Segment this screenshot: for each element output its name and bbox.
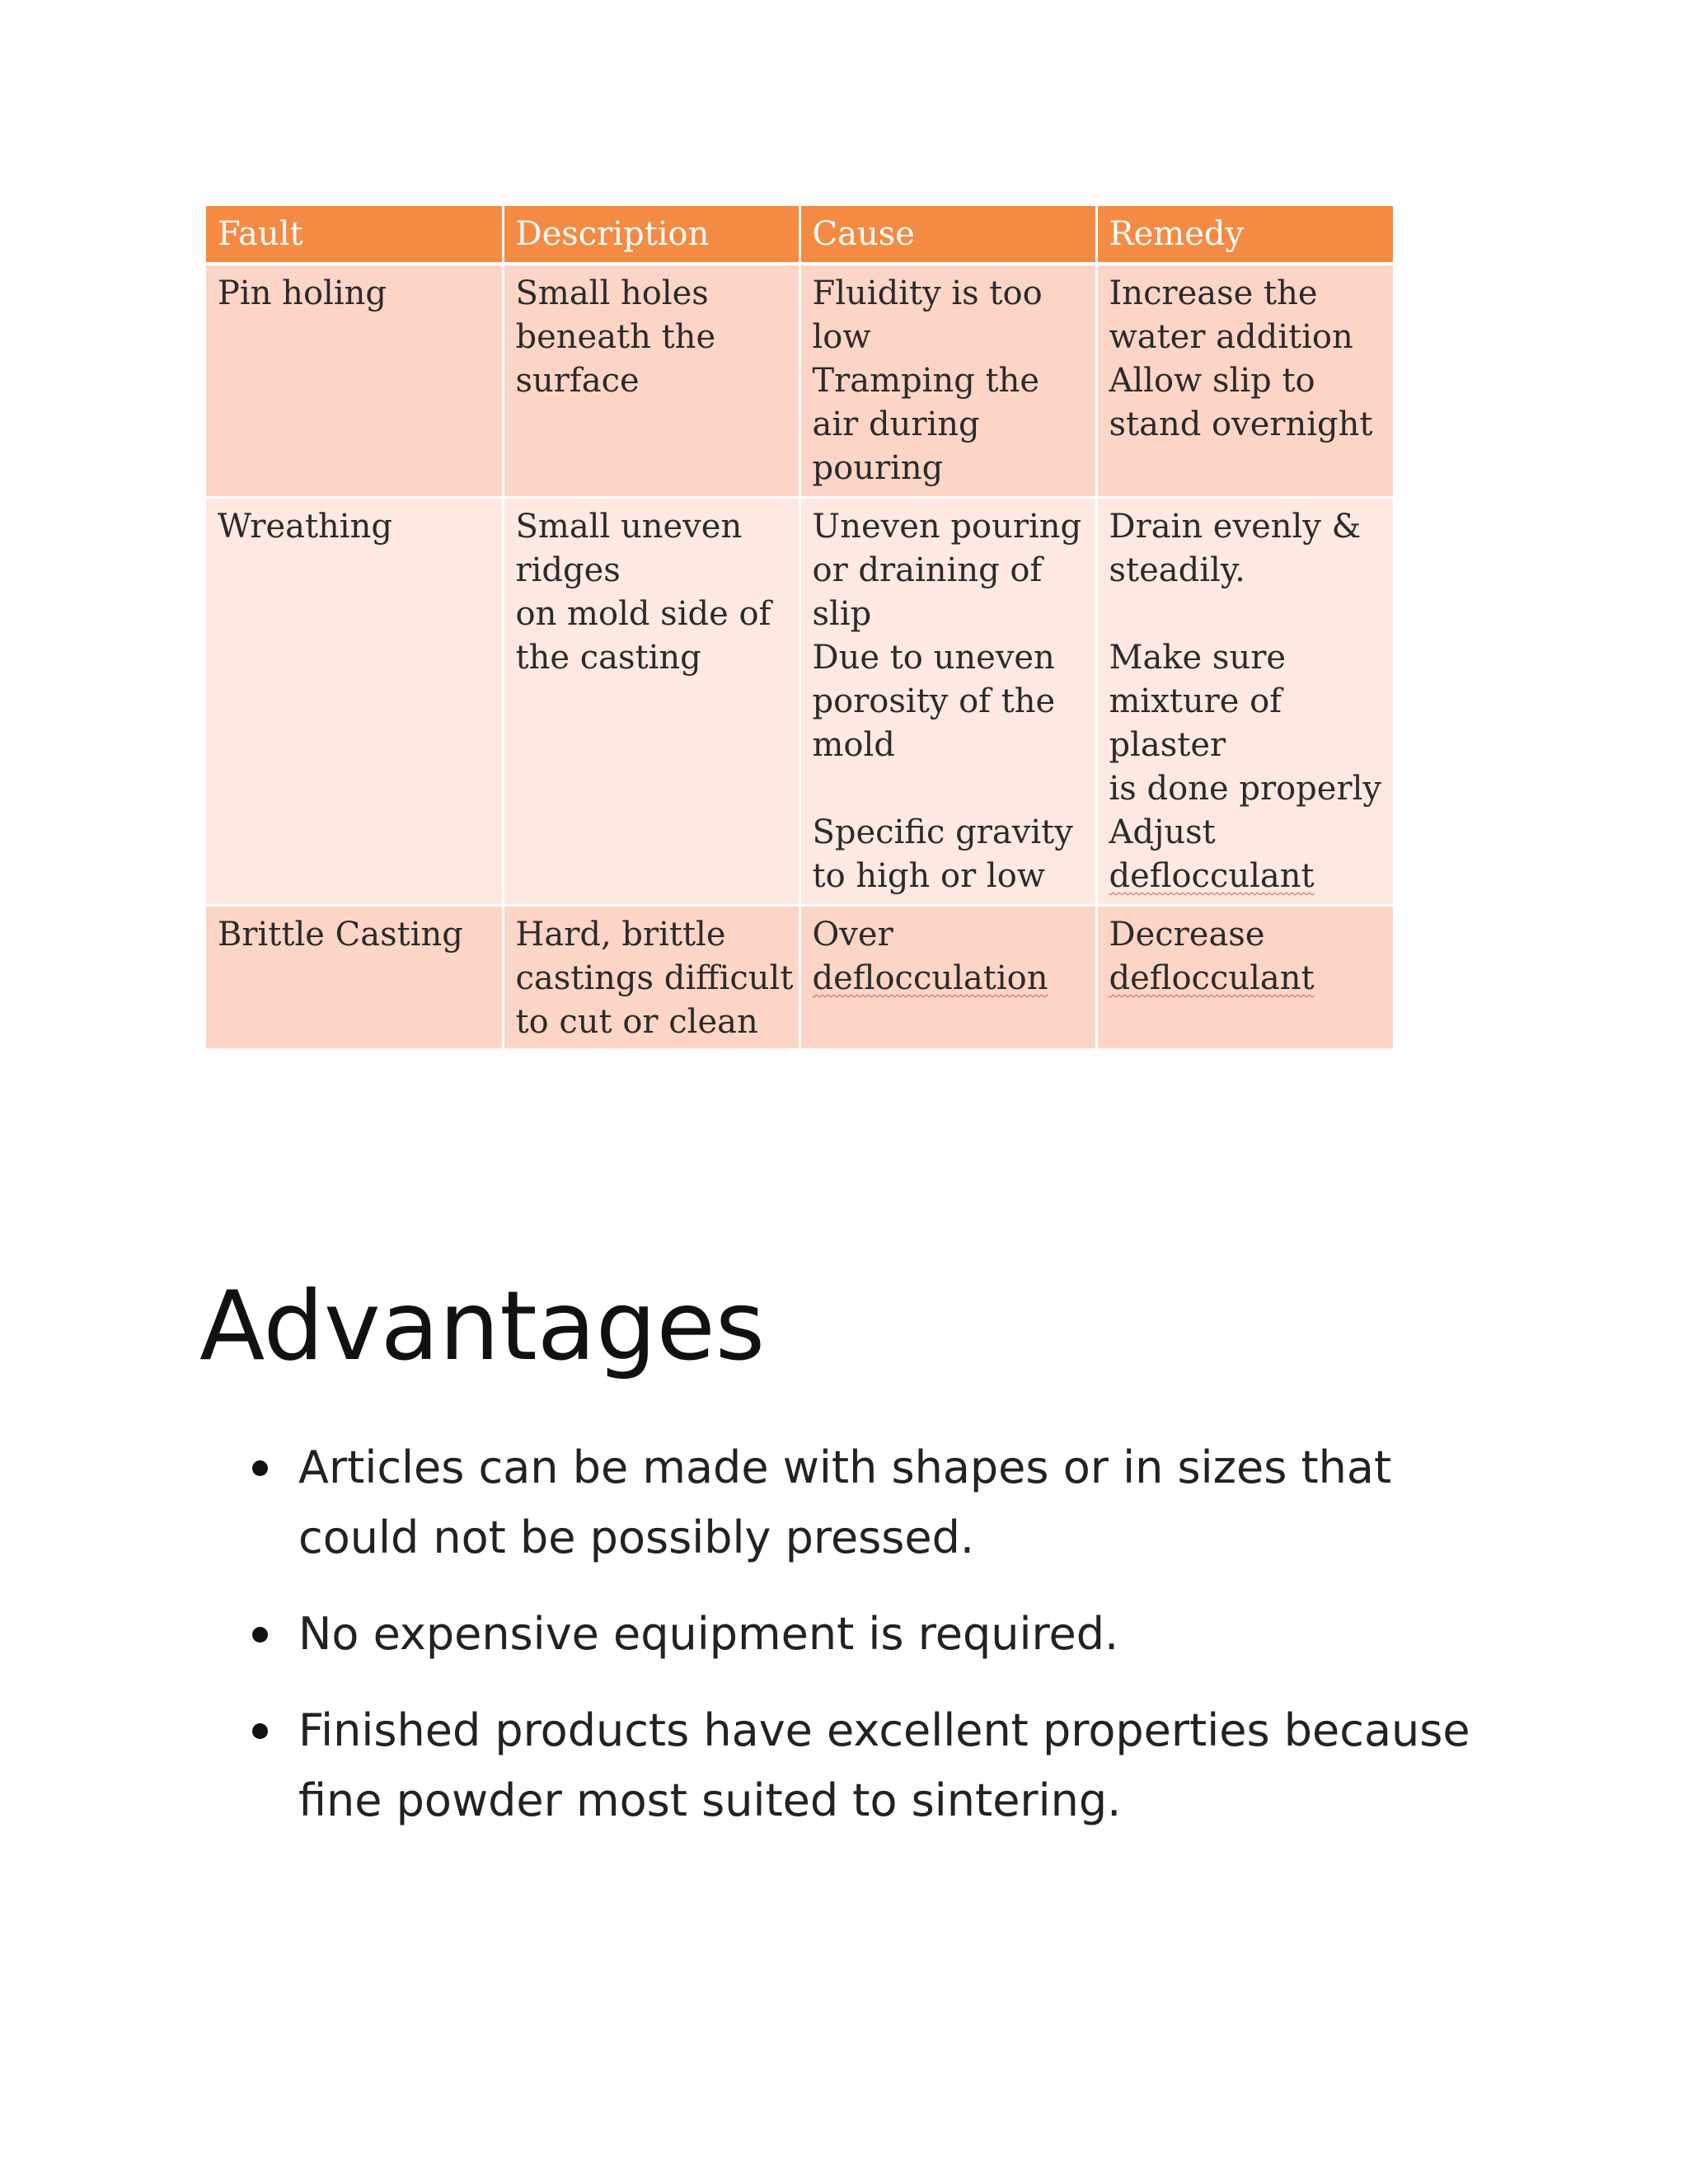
cell-line: Allow slip to: [1109, 362, 1315, 400]
cell-line-spellcheck: deflocculant: [1109, 959, 1315, 997]
cell-line: pouring: [812, 449, 944, 487]
cell-line: Small holes: [515, 274, 709, 312]
cell-line: Fluidity is too: [812, 274, 1043, 312]
cell-line: air during: [812, 405, 980, 443]
cell-line: ridges: [515, 551, 621, 589]
fault-cell: [206, 264, 503, 498]
cell-line: Pin holing: [218, 274, 387, 312]
cell-line: plaster: [1109, 726, 1226, 764]
cell-line: on mold side of: [515, 595, 771, 633]
cell-line: steadily.: [1109, 551, 1245, 589]
list-item-text: Finished products have excellent properties because fine powder most suited to sintering.: [298, 1704, 1470, 1826]
cell-line: slip: [812, 595, 872, 633]
cell-line-spellcheck: deflocculation: [812, 959, 1048, 997]
cell-line: mold: [812, 726, 895, 764]
description-cell: [503, 264, 799, 498]
table-header-row: [206, 206, 1393, 264]
faults-table: [206, 206, 1393, 1048]
cell-line: beneath the: [515, 318, 716, 356]
line-gap: [813, 767, 1084, 811]
cell-line: Tramping the: [812, 362, 1040, 400]
header-description: Description: [503, 206, 799, 264]
cell-line: porosity of the: [812, 682, 1056, 720]
header-fault: Fault: [206, 206, 503, 264]
cell-line: to high or low: [812, 857, 1046, 895]
table-row: [206, 264, 1393, 498]
cell-line: is done properly: [1109, 770, 1381, 808]
cell-line: Make sure: [1109, 639, 1287, 677]
list-item: [247, 1695, 1517, 1835]
fault-cell: [206, 906, 503, 1049]
cause-cell: [799, 906, 1096, 1049]
description-cell: [503, 498, 799, 906]
cell-line: low: [812, 318, 871, 356]
cell-line: Small uneven: [515, 508, 743, 546]
cell-line: Over: [812, 916, 893, 954]
advantages-list: [247, 1432, 1517, 1862]
cell-line: stand overnight: [1109, 405, 1373, 443]
cell-line: to cut or clean: [515, 1003, 758, 1041]
cell-line: Specific gravity: [812, 813, 1073, 851]
header-remedy: Remedy: [1096, 206, 1393, 264]
list-item: [247, 1599, 1517, 1669]
bullet-dot-icon: [252, 1723, 268, 1739]
cell-line: castings difficult: [515, 959, 794, 997]
cell-line: Wreathing: [218, 508, 392, 546]
header-cause: Cause: [799, 206, 1096, 264]
cell-line: Brittle Casting: [218, 916, 463, 954]
remedy-cell: [1096, 498, 1393, 906]
table-row: [206, 906, 1393, 1049]
bullet-dot-icon: [252, 1460, 268, 1476]
line-gap: [1109, 593, 1382, 636]
cell-line-spellcheck: deflocculant: [1109, 857, 1315, 895]
cause-cell: [799, 264, 1096, 498]
cell-line: Decrease: [1109, 916, 1265, 954]
cell-line: Adjust: [1109, 813, 1216, 851]
cause-cell: [799, 498, 1096, 906]
cell-line: surface: [515, 362, 640, 400]
cell-line: the casting: [515, 639, 701, 677]
cell-line: or draining of: [812, 551, 1043, 589]
list-item: [247, 1432, 1517, 1572]
description-cell: [503, 906, 799, 1049]
cell-line: mixture of: [1109, 682, 1282, 720]
cell-line: Drain evenly &: [1109, 508, 1362, 546]
list-item-text: No expensive equipment is required.: [298, 1608, 1119, 1660]
bullet-dot-icon: [252, 1627, 268, 1643]
cell-line: Increase the: [1109, 274, 1318, 312]
fault-cell: [206, 498, 503, 906]
cell-line: Due to uneven: [812, 639, 1055, 677]
cell-line: water addition: [1109, 318, 1353, 356]
remedy-cell: [1096, 906, 1393, 1049]
cell-line: Uneven pouring: [812, 508, 1082, 546]
list-item-text: Articles can be made with shapes or in sizes that could not be possibly pressed.: [298, 1441, 1392, 1563]
advantages-heading: Advantages: [199, 1271, 766, 1382]
remedy-cell: [1096, 264, 1393, 498]
table-row: [206, 498, 1393, 906]
cell-line: Hard, brittle: [515, 916, 726, 954]
